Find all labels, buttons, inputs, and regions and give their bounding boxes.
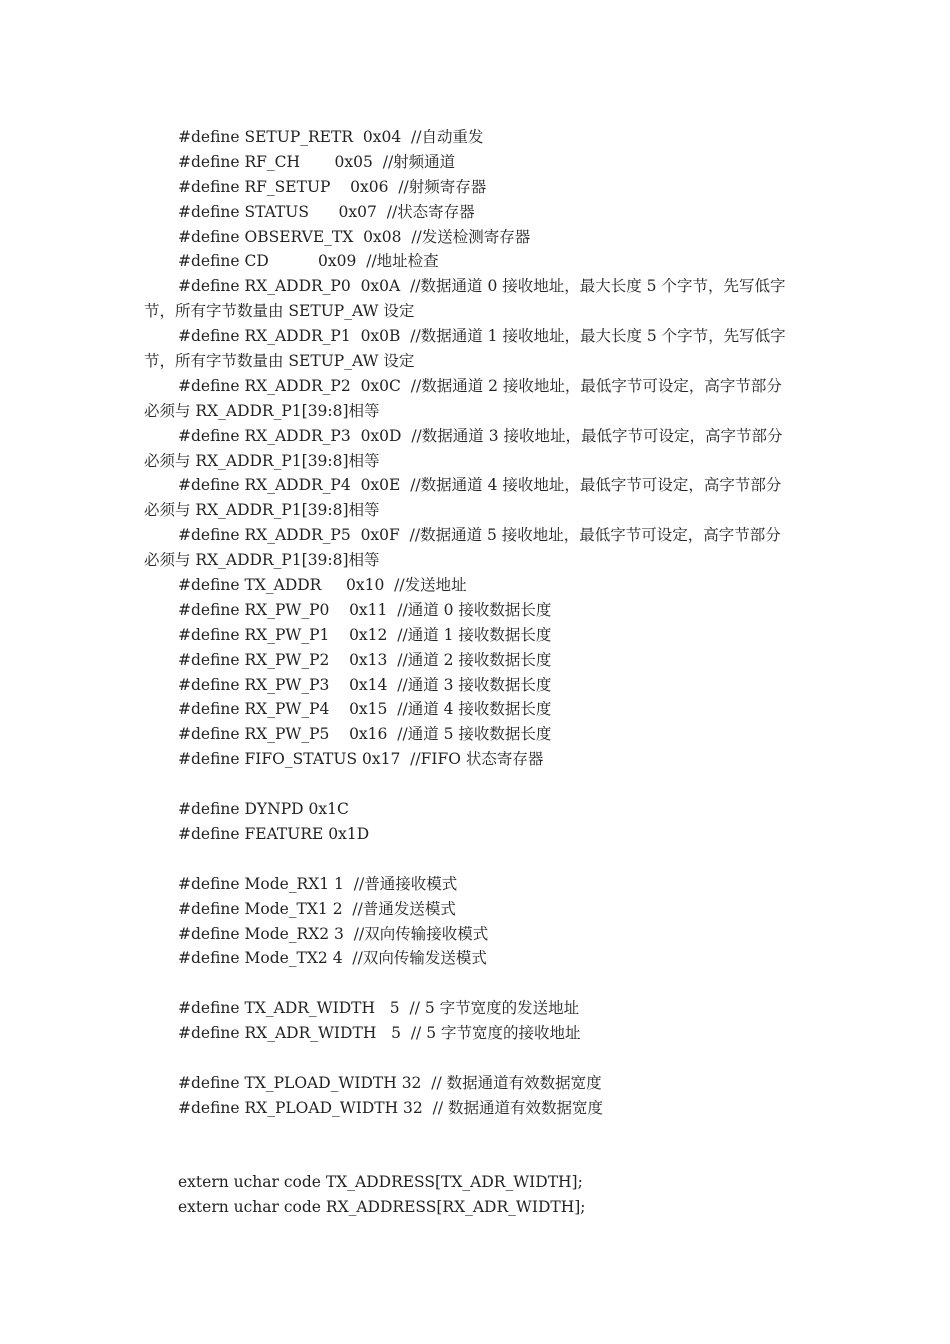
code-line: #define RX_PW_P2 0x13 //通道 2 接收数据长度 [178, 650, 552, 669]
code-line: #define RX_PLOAD_WIDTH 32 // 数据通道有效数据宽度 [178, 1098, 603, 1117]
code-line: #define FIFO_STATUS 0x17 //FIFO 状态寄存器 [178, 750, 544, 769]
code-line: #define RX_PW_P3 0x14 //通道 3 接收数据长度 [178, 675, 552, 694]
code-line-continuation: 节，所有字节数量由 SETUP_AW 设定 [144, 352, 415, 371]
blank-line [144, 1046, 814, 1071]
blank-line [144, 1121, 814, 1146]
code-line: #define RX_ADDR_P5 0x0F //数据通道 5 接收地址，最低字节可设定，高字节部分 [178, 526, 781, 545]
code-line: #define RX_ADR_WIDTH 5 // 5 字节宽度的接收地址 [178, 1024, 581, 1043]
code-line: #define RX_PW_P0 0x11 //通道 0 接收数据长度 [178, 600, 552, 619]
code-line: #define RF_SETUP 0x06 //射频寄存器 [178, 177, 487, 196]
code-line-continuation: 必须与 RX_ADDR_P1[39:8]相等 [144, 501, 380, 520]
code-line-continuation: 节，所有字节数量由 SETUP_AW 设定 [144, 302, 415, 321]
blank-line [144, 772, 814, 797]
code-line: extern uchar code TX_ADDRESS[TX_ADR_WIDTH]; [178, 1173, 583, 1192]
code-line-continuation: 必须与 RX_ADDR_P1[39:8]相等 [144, 401, 380, 420]
code-line: #define RX_ADDR_P2 0x0C //数据通道 2 接收地址，最低字节可设定，高字节部分 [178, 376, 782, 395]
code-line: #define FEATURE 0x1D [178, 824, 370, 843]
code-line: #define TX_ADDR 0x10 //发送地址 [178, 576, 467, 595]
code-line: #define STATUS 0x07 //状态寄存器 [178, 202, 475, 221]
code-line: #define TX_PLOAD_WIDTH 32 // 数据通道有效数据宽度 [178, 1073, 602, 1092]
code-line: #define RX_ADDR_P3 0x0D //数据通道 3 接收地址，最低字节可设定，高字节部分 [178, 426, 783, 445]
code-line: #define DYNPD 0x1C [178, 800, 349, 819]
code-line: #define Mode_TX2 4 //双向传输发送模式 [178, 949, 487, 968]
code-line: #define RX_ADDR_P0 0x0A //数据通道 0 接收地址，最大长度 5 个字节，先写低字 [178, 277, 786, 296]
code-line: extern uchar code RX_ADDRESS[RX_ADR_WIDTH]; [178, 1198, 586, 1217]
code-line: #define Mode_RX2 3 //双向传输接收模式 [178, 924, 489, 943]
code-line: #define SETUP_RETR 0x04 //自动重发 [178, 128, 484, 146]
blank-line [144, 847, 814, 872]
code-line: #define RX_ADDR_P1 0x0B //数据通道 1 接收地址，最大长度 5 个字节，先写低字 [178, 327, 786, 346]
code-line-continuation: 必须与 RX_ADDR_P1[39:8]相等 [144, 551, 380, 570]
code-line-continuation: 必须与 RX_ADDR_P1[39:8]相等 [144, 451, 380, 470]
code-line: #define CD 0x09 //地址检查 [178, 252, 439, 271]
code-listing [144, 125, 814, 1220]
code-line: #define OBSERVE_TX 0x08 //发送检测寄存器 [178, 227, 531, 246]
blank-line [144, 1146, 814, 1171]
code-line: #define RX_PW_P5 0x16 //通道 5 接收数据长度 [178, 725, 552, 744]
code-line: #define RX_PW_P1 0x12 //通道 1 接收数据长度 [178, 625, 552, 644]
code-line: #define Mode_RX1 1 //普通接收模式 [178, 874, 458, 893]
blank-line [144, 971, 814, 996]
code-line: #define RF_CH 0x05 //射频通道 [178, 152, 456, 171]
code-line: #define RX_PW_P4 0x15 //通道 4 接收数据长度 [178, 700, 552, 719]
code-line: #define RX_ADDR_P4 0x0E //数据通道 4 接收地址，最低字节可设定，高字节部分 [178, 476, 782, 495]
code-line: #define TX_ADR_WIDTH 5 // 5 字节宽度的发送地址 [178, 999, 580, 1018]
code-line: #define Mode_TX1 2 //普通发送模式 [178, 899, 456, 918]
